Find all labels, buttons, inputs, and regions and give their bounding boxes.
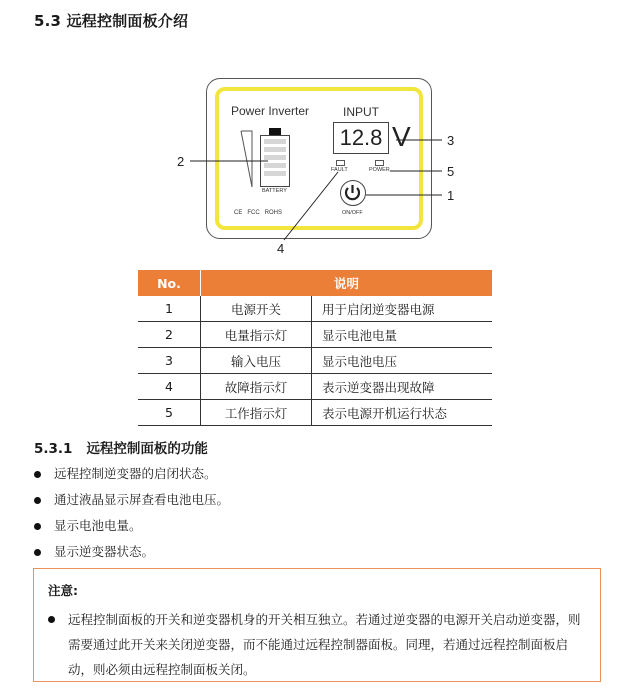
note-box <box>33 568 601 682</box>
list-item-text: 通过液晶显示屏查看电池电压。 <box>54 492 230 507</box>
row-desc: 表示电源开机运行状态 <box>312 400 493 426</box>
row-no: 4 <box>138 374 201 400</box>
row-no: 5 <box>138 400 201 426</box>
callout-1: 1 <box>447 188 455 203</box>
table-row <box>138 374 492 400</box>
fault-label: FAULT <box>331 167 348 173</box>
remote-panel-diagram <box>150 70 470 260</box>
note-text: 远程控制面板的开关和逆变器机身的开关相互独立。若通过逆变器的电源开关启动逆变器，则需要通过此开关来关闭逆变器，而不能通过远程控制器面板。同理，若通过远程控制面板启动，则必须由远程控制面板关闭。 <box>68 612 581 677</box>
lcd-display: 12.8 <box>333 122 389 154</box>
battery-label: BATTERY <box>262 188 287 194</box>
panel-title: Power Inverter <box>231 104 310 118</box>
row-name: 工作指示灯 <box>201 400 312 426</box>
row-desc: 表示逆变器出现故障 <box>312 374 493 400</box>
row-desc: 用于启闭逆变器电源 <box>312 296 493 322</box>
list-item-text: 显示电池电量。 <box>54 518 142 533</box>
list-item <box>34 543 229 569</box>
note-title: 注意: <box>48 583 78 598</box>
volt-unit: V <box>392 121 411 152</box>
indicator-table <box>138 270 492 426</box>
note-item <box>48 607 586 682</box>
list-item <box>34 491 229 517</box>
table-row <box>138 400 492 426</box>
power-label: POWER <box>369 167 390 173</box>
subsection-title: 远程控制面板的功能 <box>86 441 208 457</box>
row-name: 输入电压 <box>201 348 312 374</box>
callout-2: 2 <box>177 154 185 169</box>
callout-lines <box>150 70 470 260</box>
bullet-icon <box>34 497 41 504</box>
row-name: 故障指示灯 <box>201 374 312 400</box>
row-desc: 显示电池电量 <box>312 322 493 348</box>
table-row <box>138 322 492 348</box>
list-item <box>34 517 229 543</box>
subsection-number: 5.3.1 <box>34 441 73 457</box>
row-desc: 显示电池电压 <box>312 348 493 374</box>
row-name: 电量指示灯 <box>201 322 312 348</box>
bullet-icon <box>34 471 41 478</box>
callout-4: 4 <box>277 241 285 256</box>
header-desc: 说明 <box>201 270 493 296</box>
callout-3: 3 <box>447 133 455 148</box>
input-label: INPUT <box>343 105 379 119</box>
header-no: No. <box>138 270 201 296</box>
list-item <box>34 465 229 491</box>
table-header <box>138 270 492 296</box>
callout-5: 5 <box>447 164 455 179</box>
row-name: 电源开关 <box>201 296 312 322</box>
feature-list <box>34 465 229 569</box>
table-row <box>138 348 492 374</box>
bullet-icon <box>48 616 55 623</box>
onoff-label: ON/OFF <box>342 210 363 216</box>
certification-marks: CE FCC ROHS <box>234 210 283 216</box>
row-no: 3 <box>138 348 201 374</box>
list-item-text: 远程控制逆变器的启闭状态。 <box>54 466 217 481</box>
table-row <box>138 296 492 322</box>
row-no: 2 <box>138 322 201 348</box>
bullet-icon <box>34 523 41 530</box>
bullet-icon <box>34 549 41 556</box>
subsection-heading <box>34 437 208 457</box>
row-no: 1 <box>138 296 201 322</box>
list-item-text: 显示逆变器状态。 <box>54 544 155 559</box>
section-title: 5.3 远程控制面板介绍 <box>34 12 189 30</box>
